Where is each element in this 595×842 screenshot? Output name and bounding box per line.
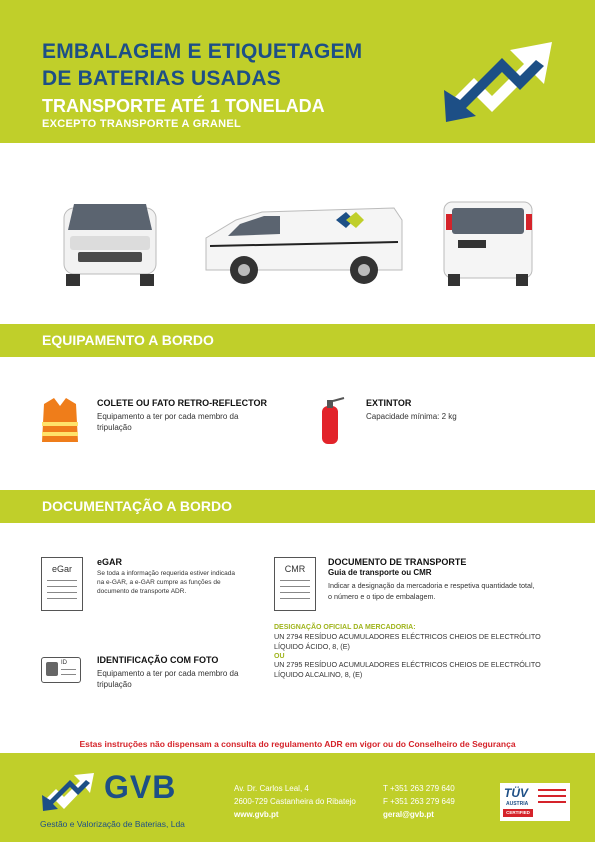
extinguisher-title: EXTINTOR <box>366 398 412 408</box>
egar-desc-line3: documento de transporte ADR. <box>97 588 187 595</box>
id-desc-line1: Equipamento a ter por cada membro da <box>97 669 239 678</box>
photo-id-card-icon <box>41 657 81 683</box>
email-link[interactable]: geral@gvb.pt <box>383 810 434 819</box>
egar-desc-line1: Se toda a informação requerida estiver indicada <box>97 570 236 577</box>
egar-icon-label: eGar <box>51 564 72 574</box>
brand-tagline: Gestão e Valorização de Baterias, Lda <box>40 819 185 829</box>
id-icon-label: ID <box>61 660 67 666</box>
website-link[interactable]: www.gvb.pt <box>234 810 279 819</box>
tuv-certified-label: CERTIFIED <box>503 809 533 817</box>
cmr-icon-label: CMR <box>284 564 306 574</box>
egar-document-icon <box>41 557 83 611</box>
vest-title: COLETE OU FATO RETRO-REFLECTOR <box>97 398 268 408</box>
documentation-section-heading-band <box>0 490 595 523</box>
un2795-line1: UN 2795 RESÍDUO ACUMULADORES ELÉCTRICOS CHEIOS DE ELECTRÓLITO <box>274 660 541 669</box>
page-title-line2: DE BATERIAS USADAS <box>42 67 281 90</box>
official-designation-label: DESIGNAÇÃO OFICIAL DA MERCADORIA: <box>274 624 416 631</box>
phone-number: T +351 263 279 640 <box>383 784 455 793</box>
equipment-heading: EQUIPAMENTO A BORDO <box>42 332 214 348</box>
regulation-notice: Estas instruções não dispensam a consulta do regulamento ADR em vigor ou do Conselheiro de Segurança <box>79 739 516 749</box>
tuv-certification-badge <box>500 783 570 821</box>
egar-title: eGAR <box>97 557 123 567</box>
id-desc-line2: tripulação <box>97 680 132 689</box>
address-line2: 2600-729 Castanheira do Ribatejo <box>234 797 356 806</box>
un2795-line2: LÍQUIDO ALCALINO, 8, (E) <box>274 670 363 679</box>
recycle-arrows-logo-icon <box>440 34 568 126</box>
egar-desc-line2: na e-GAR, a e-GAR cumpre as funções de <box>97 579 221 586</box>
vehicle-illustrations <box>0 190 595 290</box>
gvb-logo-icon <box>40 771 100 813</box>
van-side-view-icon <box>206 208 402 284</box>
fire-extinguisher-icon <box>316 394 346 446</box>
tuv-brand: TÜV <box>504 786 528 800</box>
safety-vest-icon <box>40 396 80 444</box>
transport-doc-desc-line2: o número e o tipo de embalagem. <box>328 592 436 601</box>
or-label: OU <box>274 653 285 660</box>
vest-desc-line2: tripulação <box>97 423 132 432</box>
un2794-line2: LÍQUIDO ÁCIDO, 8, (E) <box>274 642 350 651</box>
transport-doc-title: DOCUMENTO DE TRANSPORTE <box>328 557 467 567</box>
un2794-line1: UN 2794 RESÍDUO ACUMULADORES ELÉCTRICOS CHEIOS DE ELECTRÓLITO <box>274 632 541 641</box>
equipment-section-heading-band <box>0 324 595 357</box>
extinguisher-desc: Capacidade mínima: 2 kg <box>366 412 457 421</box>
header-band <box>0 0 595 143</box>
id-title: IDENTIFICAÇÃO COM FOTO <box>97 655 219 665</box>
page-subtitle: TRANSPORTE ATÉ 1 TONELADA <box>42 96 325 116</box>
page-subnote: EXCEPTO TRANSPORTE A GRANEL <box>42 118 241 130</box>
van-front-view-icon <box>64 204 156 286</box>
vest-desc-line1: Equipamento a ter por cada membro da <box>97 412 239 421</box>
transport-doc-desc-line1: Indicar a designação da mercadoria e respetiva quantidade total, <box>328 581 535 590</box>
cmr-document-icon <box>274 557 316 611</box>
fax-number: F +351 263 279 649 <box>383 797 455 806</box>
van-rear-view-icon <box>444 202 532 286</box>
page-title-line1: EMBALAGEM E ETIQUETAGEM <box>42 40 363 63</box>
documentation-heading: DOCUMENTAÇÃO A BORDO <box>42 498 233 514</box>
brand-name: GVB <box>104 769 177 805</box>
address-line1: Av. Dr. Carlos Leal, 4 <box>234 784 309 793</box>
tuv-country: AUSTRIA <box>506 801 529 807</box>
transport-doc-subtitle: Guia de transporte ou CMR <box>328 568 432 577</box>
